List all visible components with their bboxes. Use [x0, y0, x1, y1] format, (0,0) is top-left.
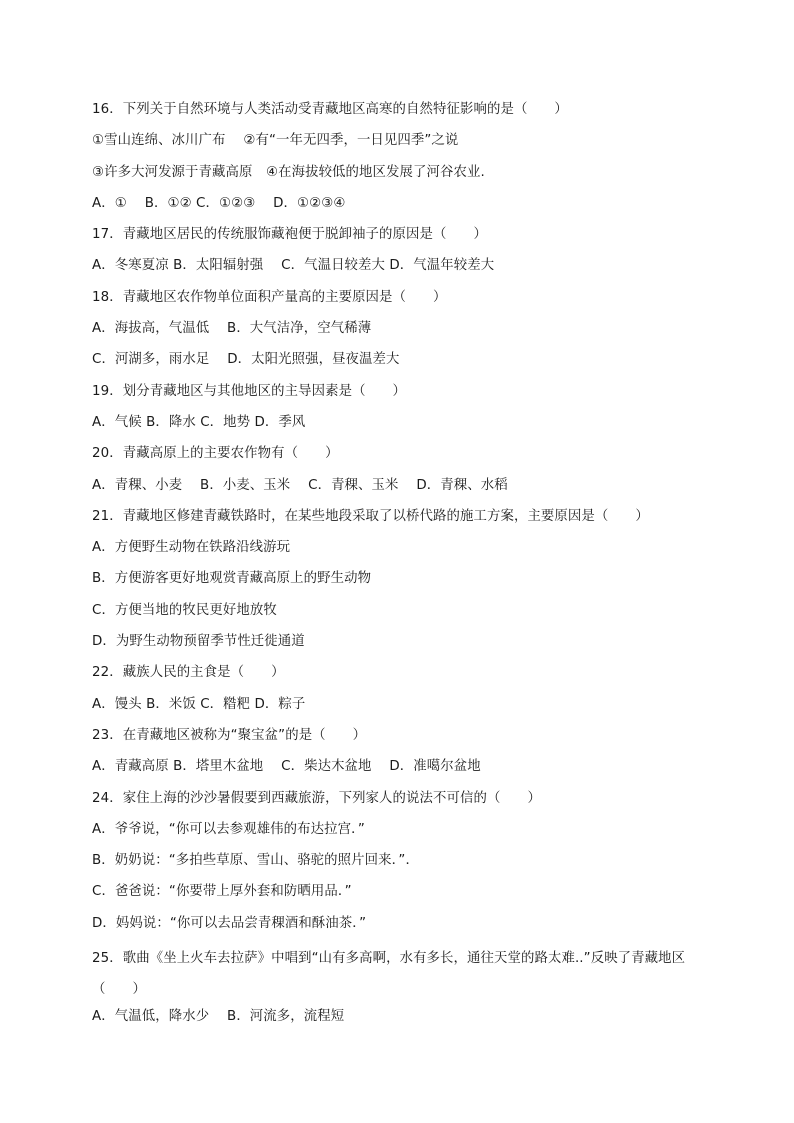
question-24-option-b: B．奶奶说：“多拍些草原、雪山、骆驼的照片回来．”．	[92, 853, 419, 869]
question-24-stem: 24．家住上海的沙沙暑假要到西藏旅游，下列家人的说法不可信的（ ）	[92, 790, 541, 806]
question-20-stem: 20．青藏高原上的主要农作物有（ ）	[92, 446, 339, 462]
question-18-options-ab: A．海拔高，气温低 B．大气洁净，空气稀薄	[92, 321, 372, 337]
question-21-stem: 21．青藏地区修建青藏铁路时，在某些地段采取了以桥代路的施工方案，主要原因是（ ）	[92, 508, 649, 524]
question-24-option-d: D．妈妈说：“你可以去品尝青稞酒和酥油茶．”	[92, 915, 367, 931]
question-16-stem: 16．下列关于自然环境与人类活动受青藏地区高寒的自然特征影响的是（ ）	[92, 102, 568, 117]
question-18-options-cd: C．河湖多，雨水足 D．太阳光照强，昼夜温差大	[92, 352, 400, 368]
question-17-options: A．冬寒夏凉 B．太阳辐射强 C．气温日较差大 D．气温年较差大	[92, 258, 495, 274]
question-19-options: A．气候 B．降水 C．地势 D．季风	[92, 414, 306, 430]
question-23-stem: 23．在青藏地区被称为“聚宝盆”的是（ ）	[92, 727, 367, 743]
question-22-stem: 22．藏族人民的主食是（ ）	[92, 665, 285, 681]
question-16-options: A．① B．①② C．①②③ D．①②③④	[92, 195, 346, 211]
question-23-options: A．青藏高原 B．塔里木盆地 C．柴达木盆地 D．准噶尔盆地	[92, 759, 481, 775]
question-19-stem: 19．划分青藏地区与其他地区的主导因素是（ ）	[92, 383, 407, 399]
question-22-options: A．馒头 B．米饭 C．糌粑 D．粽子	[92, 696, 306, 712]
question-18-stem: 18．青藏地区农作物单位面积产量高的主要原因是（ ）	[92, 289, 447, 305]
question-16-statement-1-2: ①雪山连绵、冰川广布 ②有“一年无四季，一日见四季”之说	[92, 133, 459, 149]
question-24-option-c: C．爸爸说：“你要带上厚外套和防晒用品．”	[92, 884, 352, 900]
question-20-options: A．青稞、小麦 B．小麦、玉米 C．青稞、玉米 D．青稞、水稻	[92, 477, 508, 493]
question-16-statement-3-4: ③许多大河发源于青藏高原 ④在海拔较低的地区发展了河谷农业.	[92, 164, 485, 180]
question-17-stem: 17．青藏地区居民的传统服饰藏袍便于脱卸袖子的原因是（ ）	[92, 227, 487, 243]
question-21-option-b: B．方便游客更好地观赏青藏高原上的野生动物	[92, 571, 372, 587]
question-21-option-a: A．方便野生动物在铁路沿线游玩	[92, 540, 291, 556]
question-21-option-c: C．方便当地的牧民更好地放牧	[92, 602, 277, 618]
question-21-option-d: D．为野生动物预留季节性迁徙通道	[92, 634, 305, 650]
question-24-option-a: A．爷爷说，“你可以去参观雄伟的布达拉宫．”	[92, 821, 365, 837]
question-list	[92, 98, 712, 1036]
question-25-options: A．气温低，降水少 B．河流多，流程短	[92, 1009, 345, 1025]
question-25-stem: 25．歌曲《坐上火车去拉萨》中唱到“山有多高啊，水有多长，通往天堂的路太难..”反映了青藏地区（ ）	[92, 951, 686, 998]
